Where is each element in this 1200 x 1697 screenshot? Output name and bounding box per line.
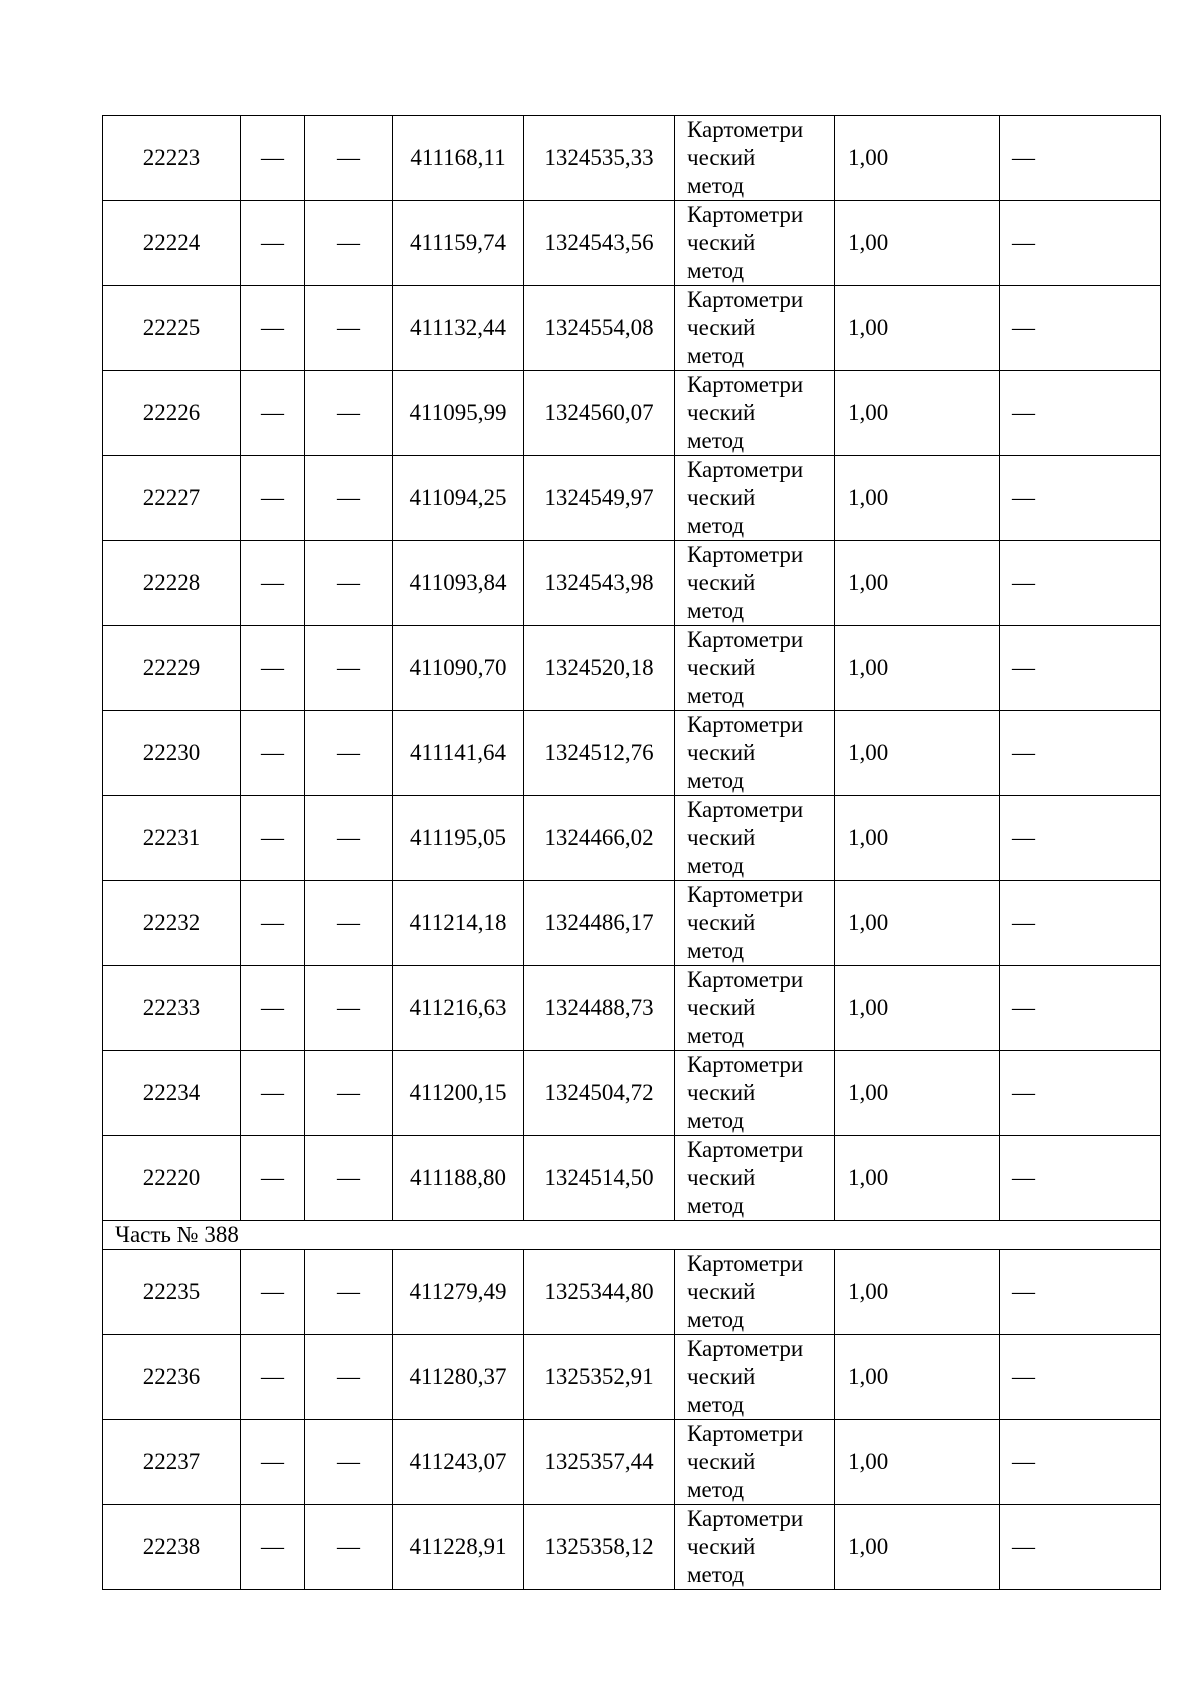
method-cell <box>675 286 835 371</box>
method-text-line: ческий <box>687 1165 756 1190</box>
method-text-line: ческий <box>687 825 756 850</box>
method-text-line: Картометри <box>687 1052 804 1077</box>
x-coordinate-cell: 411168,11 <box>393 116 524 201</box>
method-cell <box>675 116 835 201</box>
y-coordinate-cell: 1324514,50 <box>524 1136 675 1221</box>
dash-cell: — <box>1000 966 1161 1051</box>
dash-cell: — <box>1000 1505 1161 1590</box>
method-text-line: ческий <box>687 230 756 255</box>
dash-cell: — <box>305 881 393 966</box>
y-coordinate-cell: 1324504,72 <box>524 1051 675 1136</box>
method-text-line: ческий <box>687 995 756 1020</box>
point-number-cell: 22223 <box>103 116 241 201</box>
point-number-cell: 22226 <box>103 371 241 456</box>
dash-cell: — <box>1000 711 1161 796</box>
dash-cell: — <box>241 626 305 711</box>
x-coordinate-cell: 411243,07 <box>393 1420 524 1505</box>
method-text-line: метод <box>687 173 745 198</box>
accuracy-cell: 1,00 <box>835 966 1000 1051</box>
method-text-line: метод <box>687 343 745 368</box>
x-coordinate-cell: 411228,91 <box>393 1505 524 1590</box>
table-row <box>103 1420 1161 1505</box>
method-cell <box>675 881 835 966</box>
point-number-cell: 22237 <box>103 1420 241 1505</box>
method-text-line: ческий <box>687 655 756 680</box>
table-row <box>103 881 1161 966</box>
table-row <box>103 1136 1161 1221</box>
x-coordinate-cell: 411132,44 <box>393 286 524 371</box>
dash-cell: — <box>1000 1335 1161 1420</box>
method-text-line: метод <box>687 428 745 453</box>
accuracy-cell: 1,00 <box>835 1136 1000 1221</box>
accuracy-cell: 1,00 <box>835 1505 1000 1590</box>
method-text-line: метод <box>687 1307 745 1332</box>
dash-cell: — <box>1000 116 1161 201</box>
point-number-cell: 22228 <box>103 541 241 626</box>
method-text-line: Картометри <box>687 797 804 822</box>
dash-cell: — <box>1000 1420 1161 1505</box>
dash-cell: — <box>305 626 393 711</box>
point-number-cell: 22230 <box>103 711 241 796</box>
dash-cell: — <box>241 116 305 201</box>
dash-cell: — <box>241 456 305 541</box>
table-row <box>103 796 1161 881</box>
dash-cell: — <box>1000 1250 1161 1335</box>
point-number-cell: 22238 <box>103 1505 241 1590</box>
method-text-line: ческий <box>687 145 756 170</box>
point-number-cell: 22231 <box>103 796 241 881</box>
table-row <box>103 201 1161 286</box>
dash-cell: — <box>241 201 305 286</box>
method-text-line: метод <box>687 853 745 878</box>
method-cell <box>675 1335 835 1420</box>
table-row <box>103 1051 1161 1136</box>
table-row <box>103 371 1161 456</box>
method-cell <box>675 1505 835 1590</box>
method-text-line: Картометри <box>687 882 804 907</box>
table-row <box>103 116 1161 201</box>
table-row <box>103 626 1161 711</box>
method-text-line: Картометри <box>687 967 804 992</box>
method-cell <box>675 966 835 1051</box>
dash-cell: — <box>241 541 305 626</box>
method-text-line: метод <box>687 513 745 538</box>
method-text-line: Картометри <box>687 1336 804 1361</box>
accuracy-cell: 1,00 <box>835 1420 1000 1505</box>
dash-cell: — <box>1000 881 1161 966</box>
method-text-line: Картометри <box>687 1506 804 1531</box>
method-text-line: метод <box>687 1477 745 1502</box>
x-coordinate-cell: 411195,05 <box>393 796 524 881</box>
x-coordinate-cell: 411200,15 <box>393 1051 524 1136</box>
dash-cell: — <box>305 711 393 796</box>
y-coordinate-cell: 1324466,02 <box>524 796 675 881</box>
dash-cell: — <box>1000 626 1161 711</box>
y-coordinate-cell: 1324488,73 <box>524 966 675 1051</box>
dash-cell: — <box>241 1136 305 1221</box>
accuracy-cell: 1,00 <box>835 456 1000 541</box>
table-row <box>103 711 1161 796</box>
point-number-cell: 22235 <box>103 1250 241 1335</box>
method-cell <box>675 626 835 711</box>
dash-cell: — <box>1000 286 1161 371</box>
method-text-line: Картометри <box>687 287 804 312</box>
dash-cell: — <box>241 711 305 796</box>
dash-cell: — <box>305 796 393 881</box>
dash-cell: — <box>305 1250 393 1335</box>
method-text-line: метод <box>687 768 745 793</box>
method-text-line: Картометри <box>687 1251 804 1276</box>
method-text-line: ческий <box>687 570 756 595</box>
dash-cell: — <box>1000 796 1161 881</box>
method-cell <box>675 541 835 626</box>
dash-cell: — <box>305 1335 393 1420</box>
accuracy-cell: 1,00 <box>835 1335 1000 1420</box>
point-number-cell: 22229 <box>103 626 241 711</box>
method-text-line: метод <box>687 1023 745 1048</box>
accuracy-cell: 1,00 <box>835 116 1000 201</box>
point-number-cell: 22233 <box>103 966 241 1051</box>
point-number-cell: 22220 <box>103 1136 241 1221</box>
method-text-line: ческий <box>687 1279 756 1304</box>
method-text-line: ческий <box>687 315 756 340</box>
method-cell <box>675 1250 835 1335</box>
dash-cell: — <box>1000 201 1161 286</box>
part-header-row <box>103 1221 1161 1250</box>
method-text-line: Картометри <box>687 1137 804 1162</box>
part-label: Часть № 388 <box>103 1221 1161 1250</box>
dash-cell: — <box>305 371 393 456</box>
dash-cell: — <box>305 966 393 1051</box>
x-coordinate-cell: 411141,64 <box>393 711 524 796</box>
table-row <box>103 1250 1161 1335</box>
method-text-line: метод <box>687 1562 745 1587</box>
method-text-line: метод <box>687 1193 745 1218</box>
accuracy-cell: 1,00 <box>835 626 1000 711</box>
dash-cell: — <box>241 1420 305 1505</box>
accuracy-cell: 1,00 <box>835 371 1000 456</box>
dash-cell: — <box>305 456 393 541</box>
y-coordinate-cell: 1324520,18 <box>524 626 675 711</box>
y-coordinate-cell: 1324549,97 <box>524 456 675 541</box>
dash-cell: — <box>305 286 393 371</box>
method-text-line: метод <box>687 1392 745 1417</box>
x-coordinate-cell: 411095,99 <box>393 371 524 456</box>
x-coordinate-cell: 411214,18 <box>393 881 524 966</box>
method-text-line: Картометри <box>687 1421 804 1446</box>
method-text-line: метод <box>687 598 745 623</box>
dash-cell: — <box>305 1051 393 1136</box>
point-number-cell: 22227 <box>103 456 241 541</box>
dash-cell: — <box>305 1420 393 1505</box>
dash-cell: — <box>241 881 305 966</box>
y-coordinate-cell: 1324512,76 <box>524 711 675 796</box>
accuracy-cell: 1,00 <box>835 201 1000 286</box>
y-coordinate-cell: 1325357,44 <box>524 1420 675 1505</box>
dash-cell: — <box>305 201 393 286</box>
y-coordinate-cell: 1324543,56 <box>524 201 675 286</box>
dash-cell: — <box>241 796 305 881</box>
x-coordinate-cell: 411093,84 <box>393 541 524 626</box>
dash-cell: — <box>241 1250 305 1335</box>
dash-cell: — <box>1000 1136 1161 1221</box>
method-cell <box>675 201 835 286</box>
y-coordinate-cell: 1324543,98 <box>524 541 675 626</box>
method-cell <box>675 796 835 881</box>
method-text-line: Картометри <box>687 627 804 652</box>
method-text-line: Картометри <box>687 202 804 227</box>
x-coordinate-cell: 411279,49 <box>393 1250 524 1335</box>
method-text-line: Картометри <box>687 117 804 142</box>
table-row <box>103 286 1161 371</box>
accuracy-cell: 1,00 <box>835 1250 1000 1335</box>
dash-cell: — <box>241 371 305 456</box>
method-text-line: метод <box>687 683 745 708</box>
coordinates-table <box>102 115 1161 1590</box>
dash-cell: — <box>241 966 305 1051</box>
method-cell <box>675 1136 835 1221</box>
method-text-line: ческий <box>687 1080 756 1105</box>
y-coordinate-cell: 1325344,80 <box>524 1250 675 1335</box>
dash-cell: — <box>1000 541 1161 626</box>
method-cell <box>675 711 835 796</box>
accuracy-cell: 1,00 <box>835 796 1000 881</box>
dash-cell: — <box>1000 456 1161 541</box>
method-cell <box>675 456 835 541</box>
method-text-line: ческий <box>687 740 756 765</box>
accuracy-cell: 1,00 <box>835 1051 1000 1136</box>
y-coordinate-cell: 1324486,17 <box>524 881 675 966</box>
table-row <box>103 456 1161 541</box>
table-row <box>103 966 1161 1051</box>
dash-cell: — <box>241 1335 305 1420</box>
table-row <box>103 1335 1161 1420</box>
x-coordinate-cell: 411094,25 <box>393 456 524 541</box>
x-coordinate-cell: 411090,70 <box>393 626 524 711</box>
dash-cell: — <box>241 1505 305 1590</box>
method-text-line: метод <box>687 258 745 283</box>
method-text-line: ческий <box>687 1364 756 1389</box>
dash-cell: — <box>305 1136 393 1221</box>
table-row <box>103 1505 1161 1590</box>
dash-cell: — <box>305 1505 393 1590</box>
dash-cell: — <box>305 541 393 626</box>
dash-cell: — <box>305 116 393 201</box>
y-coordinate-cell: 1324554,08 <box>524 286 675 371</box>
accuracy-cell: 1,00 <box>835 711 1000 796</box>
y-coordinate-cell: 1324560,07 <box>524 371 675 456</box>
method-text-line: Картометри <box>687 712 804 737</box>
table-row <box>103 541 1161 626</box>
table-body <box>103 116 1161 1590</box>
point-number-cell: 22224 <box>103 201 241 286</box>
x-coordinate-cell: 411216,63 <box>393 966 524 1051</box>
method-text-line: Картометри <box>687 372 804 397</box>
point-number-cell: 22234 <box>103 1051 241 1136</box>
method-text-line: ческий <box>687 1534 756 1559</box>
dash-cell: — <box>241 1051 305 1136</box>
method-cell <box>675 371 835 456</box>
dash-cell: — <box>1000 1051 1161 1136</box>
x-coordinate-cell: 411280,37 <box>393 1335 524 1420</box>
method-text-line: ческий <box>687 1449 756 1474</box>
method-text-line: ческий <box>687 485 756 510</box>
accuracy-cell: 1,00 <box>835 286 1000 371</box>
dash-cell: — <box>1000 371 1161 456</box>
method-cell <box>675 1051 835 1136</box>
method-cell <box>675 1420 835 1505</box>
dash-cell: — <box>241 286 305 371</box>
method-text-line: метод <box>687 1108 745 1133</box>
point-number-cell: 22236 <box>103 1335 241 1420</box>
method-text-line: ческий <box>687 910 756 935</box>
method-text-line: Картометри <box>687 542 804 567</box>
accuracy-cell: 1,00 <box>835 881 1000 966</box>
x-coordinate-cell: 411188,80 <box>393 1136 524 1221</box>
point-number-cell: 22232 <box>103 881 241 966</box>
y-coordinate-cell: 1325358,12 <box>524 1505 675 1590</box>
method-text-line: метод <box>687 938 745 963</box>
point-number-cell: 22225 <box>103 286 241 371</box>
method-text-line: ческий <box>687 400 756 425</box>
accuracy-cell: 1,00 <box>835 541 1000 626</box>
x-coordinate-cell: 411159,74 <box>393 201 524 286</box>
method-text-line: Картометри <box>687 457 804 482</box>
y-coordinate-cell: 1324535,33 <box>524 116 675 201</box>
y-coordinate-cell: 1325352,91 <box>524 1335 675 1420</box>
